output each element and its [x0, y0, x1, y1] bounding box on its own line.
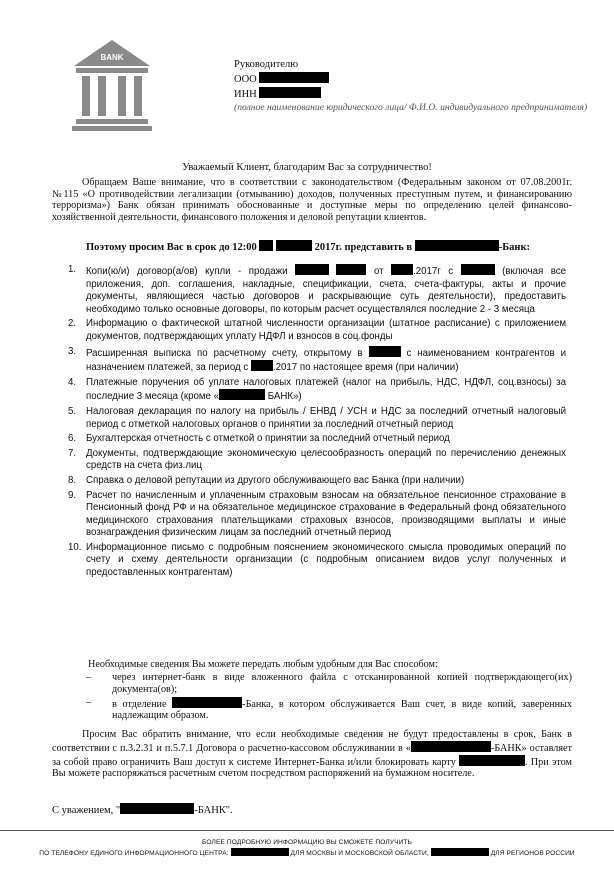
bank-building-icon	[72, 38, 152, 134]
item-text: Справка о деловой репутации из другого обслуживающего вас Банка (при наличии)	[86, 474, 465, 486]
item-text: от	[373, 266, 384, 277]
redaction	[295, 264, 329, 275]
request-text: -Банк:	[498, 242, 531, 253]
warning-text: Просим Вас обратить внимание, что если необходимые сведения не будут предоставлены в срок, Банк в соответствии с п.3.2.31 и п.5.7.1 Договора о расчетно-кассовом обслуживании в «	[52, 729, 572, 754]
list-item	[68, 346, 566, 375]
item-text: Расширенная выписка по расчетному счету, открытому в	[86, 347, 363, 359]
list-item	[68, 318, 566, 343]
item-number: 1.	[68, 264, 77, 275]
item-text: Расчет по начисленным и уплаченным страховым взносам на обязательное пенсионное страхование в Пенсионный фонд РФ и на обязательное медицинское страхование в Федеральный фонд обязательного медицинского страхования плательщиками страховых взносов, производящими выплаты и иные вознаграждения физическим лицам за последний отчетный период	[86, 489, 566, 539]
redaction	[369, 346, 401, 357]
redaction	[251, 360, 273, 371]
redaction	[461, 264, 495, 275]
redaction	[172, 697, 242, 708]
dash: –	[86, 696, 92, 708]
request-text: 2017г. представить в	[314, 242, 413, 253]
item-text: .2017 по настоящее время (при наличии)	[272, 362, 459, 374]
footer-text: ПО ТЕЛЕФОНУ ЕДИНОГО ИНФОРМАЦИОННОГО ЦЕНТРА:	[39, 850, 229, 857]
ways-list	[52, 672, 572, 723]
item-text: Копи(ю/и) договор(а/ов) купли - продажи	[86, 266, 288, 277]
request-text: Поэтому просим Вас в срок до 12:00	[86, 242, 257, 253]
item-text: .2017г с	[413, 266, 454, 277]
footer-text: ДЛЯ МОСКВЫ И МОСКОВСКОЙ ОБЛАСТИ,	[290, 850, 429, 857]
footer-text: ДЛЯ РЕГИОНОВ РОССИИ	[490, 850, 575, 857]
company-line	[234, 72, 594, 87]
request-line	[86, 240, 530, 253]
item-number: 6.	[68, 433, 77, 445]
item-number: 9.	[68, 489, 77, 501]
signoff-text: -БАНК".	[194, 805, 233, 816]
addressee-note: (полное наименование юридического лица/ Ф.И.О. индивидуального предпринимателя)	[234, 102, 588, 113]
warning-paragraph	[52, 729, 572, 780]
item-number: 4.	[68, 376, 77, 388]
redaction	[276, 240, 312, 251]
redaction	[459, 755, 525, 766]
list-item	[68, 264, 566, 316]
way-text: в отделение	[112, 698, 167, 710]
list-item	[68, 448, 566, 473]
list-item	[68, 475, 566, 488]
redaction	[120, 803, 194, 814]
redaction	[231, 848, 289, 856]
redaction	[415, 240, 499, 251]
list-item	[68, 433, 566, 446]
item-number: 8.	[68, 474, 77, 486]
addressee-block	[234, 58, 594, 115]
item-number: 3.	[68, 345, 77, 357]
list-item	[68, 542, 566, 580]
signoff-text: С уважением, "	[52, 805, 121, 816]
item-number: 2.	[68, 318, 77, 330]
item-number: 10.	[68, 541, 82, 553]
inn-label: ИНН	[234, 89, 257, 100]
redaction	[411, 741, 491, 752]
item-text: с наименованием контрагентов и назначением платежей, за период с	[86, 347, 566, 374]
intro-paragraph: Обращаем Ваше внимание, что в соответствии с законодательством (Федеральным законом от 07.08.2001г. №115 «О противодействии легализации (отмыванию) доходов, полученных преступным путем, и финансированию терроризма») Банк обязан принимать обоснованные и доступные меры по определению целей финансово-хозяйственной деятельности, финансового положения и деловой репутации клиентов.	[52, 177, 572, 223]
redaction	[259, 72, 329, 83]
company-prefix: ООО	[234, 74, 257, 85]
item-text: Документы, подтверждающие экономическую целесообразность операций по перечислению денежных средств на счета физ.лиц	[86, 447, 566, 472]
footer	[0, 838, 614, 859]
redaction	[391, 264, 413, 275]
greeting: Уважаемый Клиент, благодарим Вас за сотрудничество!	[182, 162, 432, 173]
warning-text: . При этом Вы можете распоряжаться расчетным счетом посредством распоряжений на бумажном носителе.	[52, 756, 572, 780]
footer-line	[0, 848, 614, 859]
way-text: -Банка, в котором обслуживается Ваш счет, в виде копий, заверенных надлежащим образом.	[112, 698, 572, 722]
item-text: Платежные поручения об уплате налоговых платежей (налог на прибыль, НДС, НДФЛ, соц.взносы) за последние 3 месяца (кроме «	[86, 376, 566, 403]
redaction	[336, 264, 366, 275]
list-item	[68, 377, 566, 404]
item-text: (включая все приложения, доп. соглашения, накладные, спецификации, счета, счета-фактуры, акты и прочие документы, являющиеся частью договоров и раскрывающие суть деятельности), предоставить необходимо только основные договоры, по которым расчет осуществлялся последние 2 - 3 месяца	[86, 266, 566, 315]
list-item	[68, 406, 566, 431]
way-text: через интернет-банк в виде вложенного файла с отсканированной копией подтверждающего(их) документа(ов);	[112, 672, 572, 695]
bank-logo	[72, 38, 152, 134]
redaction	[259, 87, 321, 98]
signoff	[52, 803, 233, 816]
item-number: 5.	[68, 405, 77, 417]
list-item	[52, 697, 572, 723]
list-item	[68, 490, 566, 540]
footer-divider	[0, 830, 614, 831]
inn-line	[234, 87, 594, 102]
redaction	[259, 240, 273, 251]
item-text: Налоговая декларация по налогу на прибыль / ЕНВД / УСН и НДС за последний отчетный налоговый период с отметкой налоговых органов о принятии за последний отчетный период	[86, 405, 566, 430]
logo-text: BANK	[100, 53, 124, 62]
redaction	[431, 848, 489, 856]
item-text: Бухгалтерская отчетность с отметкой о принятии за последний отчетный период	[86, 433, 450, 445]
item-text: БАНК»)	[267, 391, 302, 403]
list-item	[52, 672, 572, 696]
item-text: Информацию о фактической штатной численности организации (штатное расписание) с приложением документов, подтверждающих уплату НДФЛ и взносов в соц.фонды	[86, 318, 566, 342]
dash: –	[86, 672, 92, 683]
ways-intro: Необходимые сведения Вы можете передать любым удобным для Вас способом:	[88, 659, 438, 670]
footer-line: БОЛЕЕ ПОДРОБНУЮ ИНФОРМАЦИЮ ВЫ СМОЖЕТЕ ПОЛУЧИТЬ	[202, 839, 412, 846]
item-text: Информационное письмо с подробным пояснением экономического смысла проводимых операций по счету и схему деятельности организации (с подробным описанием видов услуг полученных и предоставленных контрагентам)	[86, 541, 566, 579]
item-number: 7.	[68, 447, 77, 459]
addressee-line: Руководителю	[234, 59, 299, 70]
document-list	[68, 264, 566, 582]
redaction	[219, 389, 265, 400]
warning-text: -БАНК» оставляет за собой право ограничить Ваш доступ к системе Интернет-Банка и/или блокировать карту	[52, 742, 572, 768]
